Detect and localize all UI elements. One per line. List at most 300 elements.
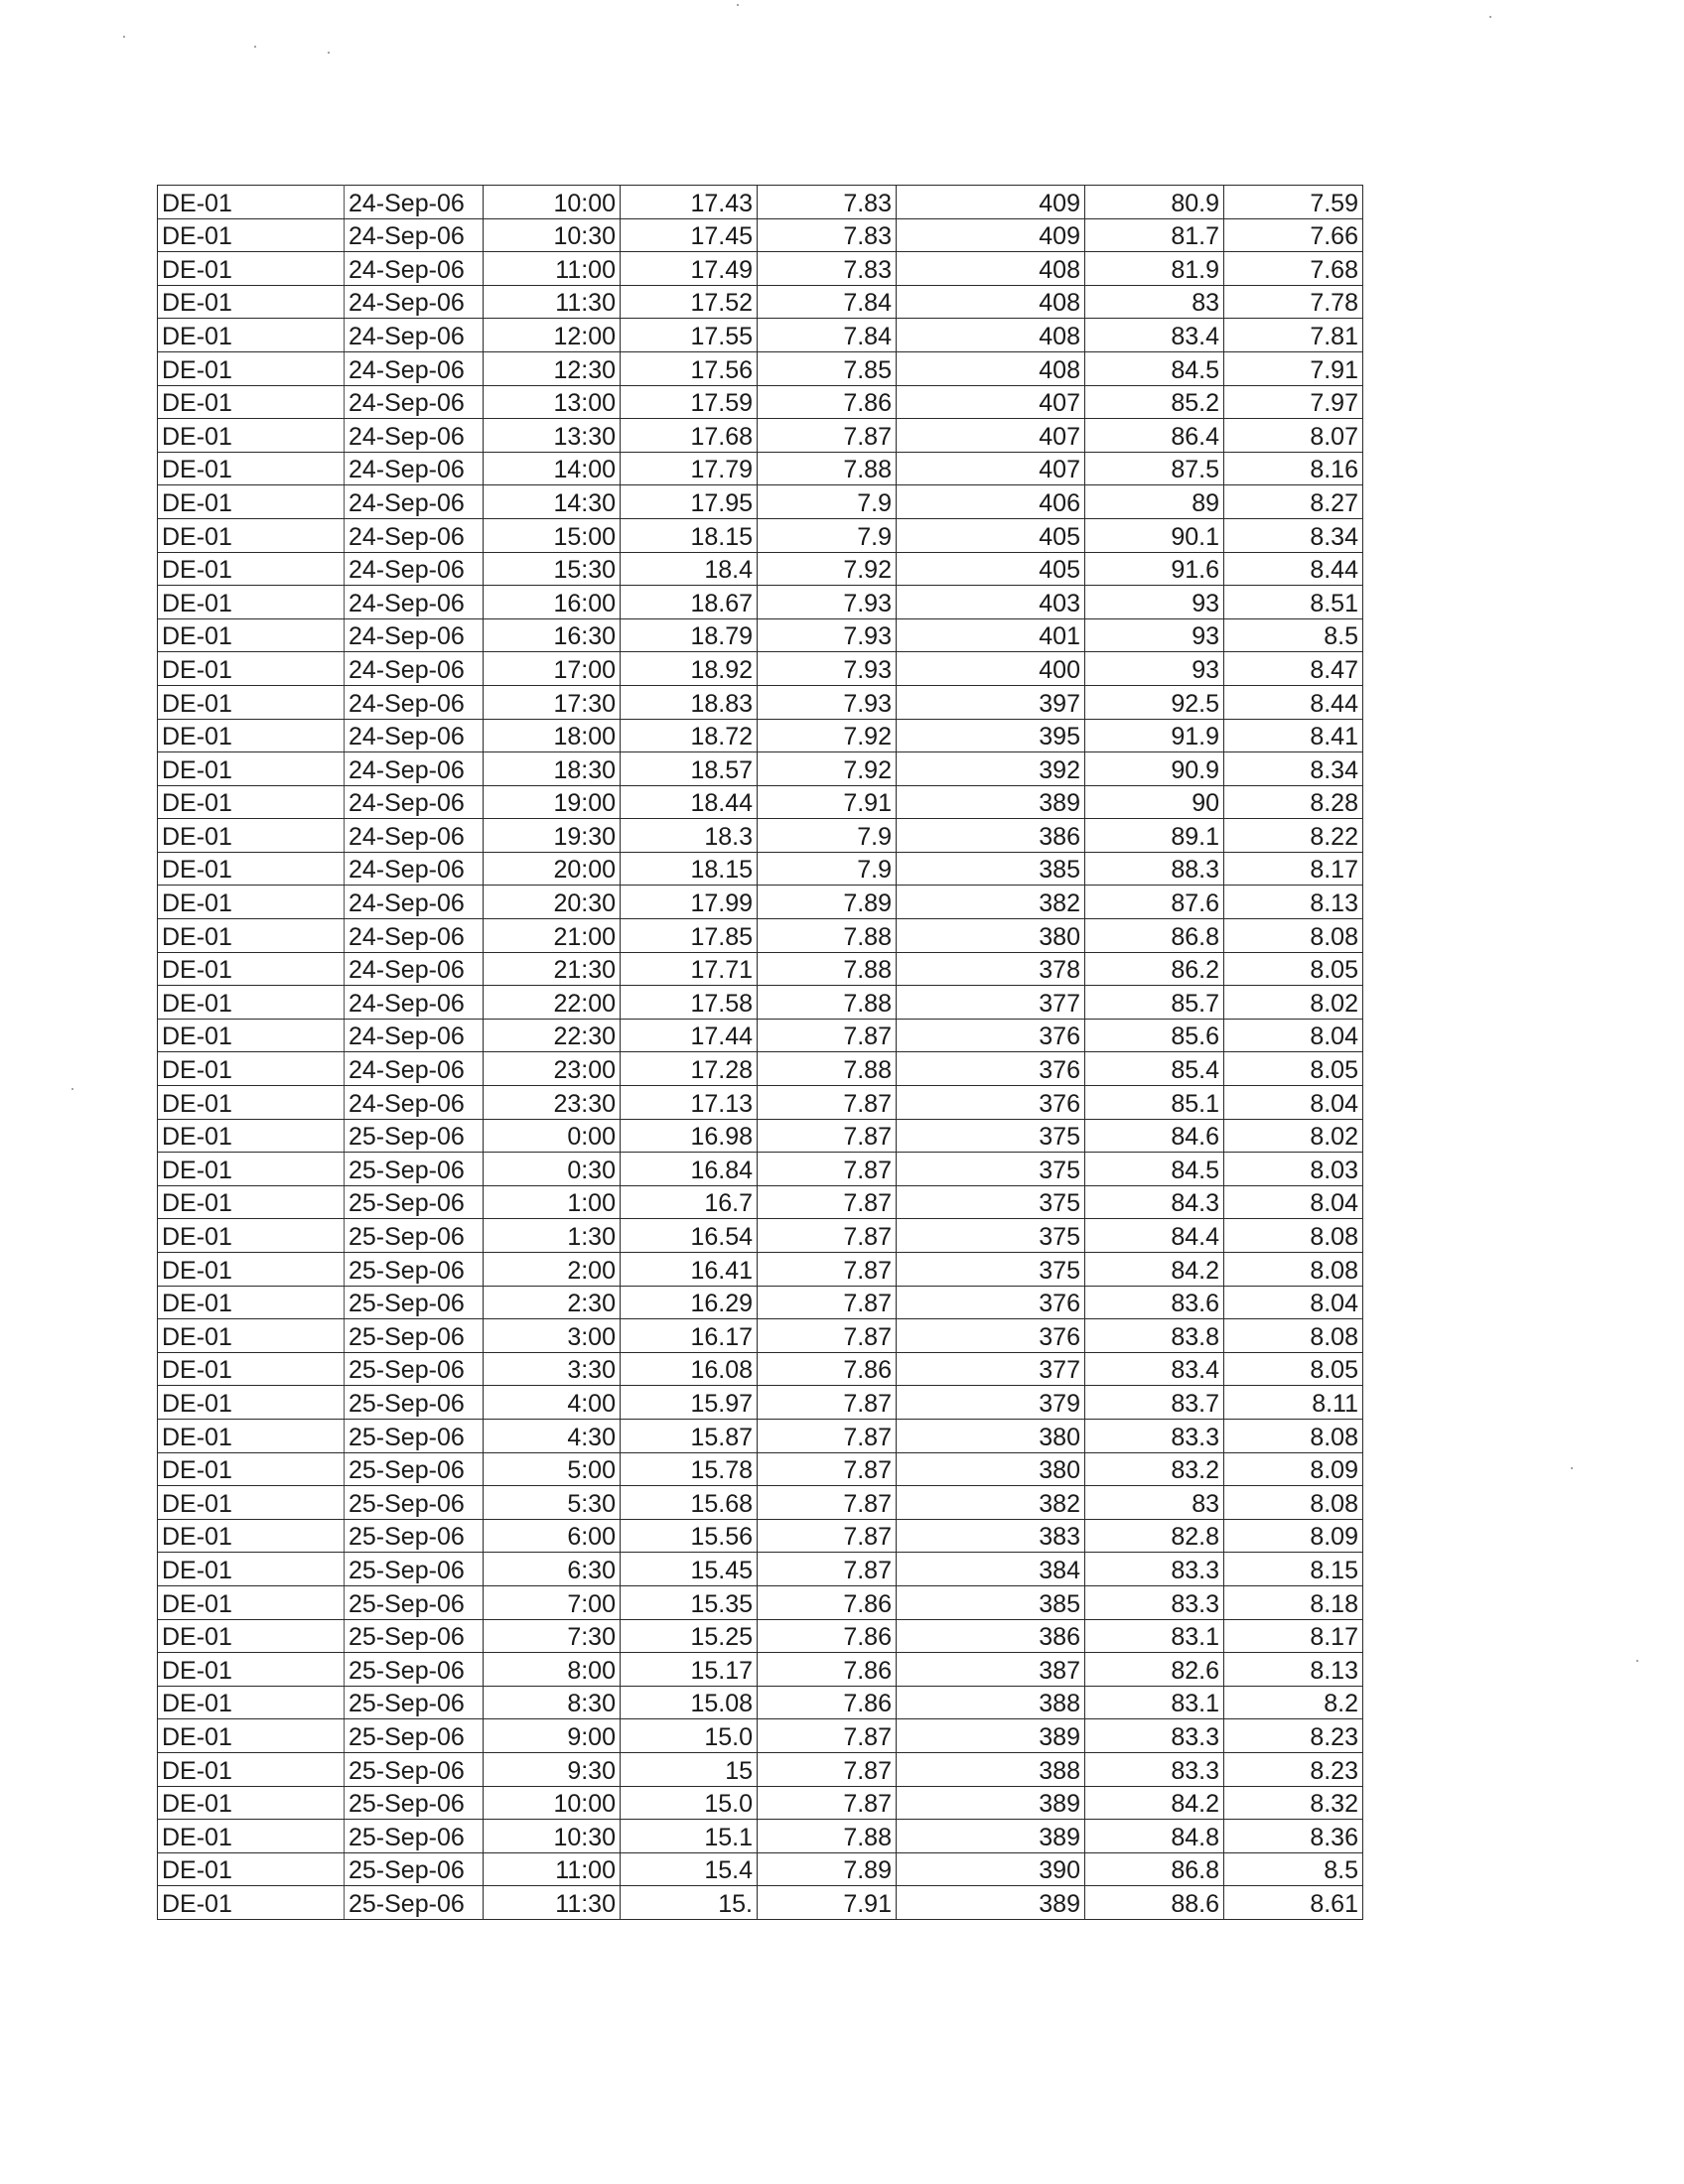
value1-cell: 16.41 <box>621 1253 758 1287</box>
value4-cell: 85.7 <box>1085 986 1224 1020</box>
date-cell: 24-Sep-06 <box>345 1052 484 1086</box>
value2-cell: 7.86 <box>758 1653 897 1687</box>
site-cell: DE-01 <box>158 1319 345 1353</box>
time-cell: 14:30 <box>484 485 621 519</box>
value1-cell: 16.98 <box>621 1119 758 1153</box>
value5-cell: 8.02 <box>1224 986 1363 1020</box>
table-row <box>158 586 1363 619</box>
site-cell: DE-01 <box>158 452 345 485</box>
time-cell: 12:00 <box>484 319 621 352</box>
value3-cell: 383 <box>897 1519 1085 1553</box>
value2-cell: 7.85 <box>758 351 897 385</box>
scan-speck <box>328 52 330 54</box>
value5-cell: 8.16 <box>1224 452 1363 485</box>
date-cell: 24-Sep-06 <box>345 919 484 953</box>
date-cell: 24-Sep-06 <box>345 385 484 419</box>
value4-cell: 80.9 <box>1085 186 1224 219</box>
value1-cell: 17.79 <box>621 452 758 485</box>
value2-cell: 7.87 <box>758 1452 897 1486</box>
value2-cell: 7.86 <box>758 385 897 419</box>
table-row <box>158 1052 1363 1086</box>
scan-speck <box>1636 1660 1638 1662</box>
table-row <box>158 919 1363 953</box>
date-cell: 25-Sep-06 <box>345 1719 484 1753</box>
value3-cell: 386 <box>897 819 1085 853</box>
value4-cell: 84.3 <box>1085 1185 1224 1219</box>
value2-cell: 7.93 <box>758 618 897 652</box>
site-cell: DE-01 <box>158 351 345 385</box>
value2-cell: 7.87 <box>758 1219 897 1253</box>
time-cell: 1:00 <box>484 1185 621 1219</box>
table-row <box>158 1886 1363 1920</box>
value4-cell: 86.8 <box>1085 919 1224 953</box>
value4-cell: 86.2 <box>1085 952 1224 986</box>
value4-cell: 87.5 <box>1085 452 1224 485</box>
time-cell: 23:00 <box>484 1052 621 1086</box>
value3-cell: 376 <box>897 1286 1085 1319</box>
value1-cell: 18.67 <box>621 586 758 619</box>
site-cell: DE-01 <box>158 1585 345 1619</box>
value2-cell: 7.87 <box>758 419 897 453</box>
date-cell: 25-Sep-06 <box>345 1219 484 1253</box>
site-cell: DE-01 <box>158 518 345 552</box>
site-cell: DE-01 <box>158 1719 345 1753</box>
value5-cell: 8.02 <box>1224 1119 1363 1153</box>
date-cell: 25-Sep-06 <box>345 1253 484 1287</box>
time-cell: 17:30 <box>484 685 621 719</box>
date-cell: 24-Sep-06 <box>345 652 484 686</box>
value3-cell: 388 <box>897 1686 1085 1719</box>
value4-cell: 83.1 <box>1085 1619 1224 1653</box>
date-cell: 25-Sep-06 <box>345 1386 484 1420</box>
value4-cell: 92.5 <box>1085 685 1224 719</box>
value2-cell: 7.92 <box>758 552 897 586</box>
value4-cell: 89 <box>1085 485 1224 519</box>
scan-speck <box>1571 1467 1573 1469</box>
value1-cell: 16.7 <box>621 1185 758 1219</box>
value1-cell: 15.0 <box>621 1786 758 1820</box>
value1-cell: 15.68 <box>621 1486 758 1520</box>
site-cell: DE-01 <box>158 1486 345 1520</box>
time-cell: 21:00 <box>484 919 621 953</box>
date-cell: 24-Sep-06 <box>345 419 484 453</box>
date-cell: 25-Sep-06 <box>345 1886 484 1920</box>
value3-cell: 375 <box>897 1219 1085 1253</box>
value5-cell: 8.13 <box>1224 886 1363 919</box>
site-cell: DE-01 <box>158 485 345 519</box>
site-cell: DE-01 <box>158 1686 345 1719</box>
value3-cell: 395 <box>897 719 1085 752</box>
table-row <box>158 1086 1363 1120</box>
date-cell: 25-Sep-06 <box>345 1852 484 1886</box>
site-cell: DE-01 <box>158 1752 345 1786</box>
value2-cell: 7.88 <box>758 1052 897 1086</box>
value1-cell: 15.97 <box>621 1386 758 1420</box>
value5-cell: 8.44 <box>1224 552 1363 586</box>
value4-cell: 81.7 <box>1085 218 1224 252</box>
date-cell: 24-Sep-06 <box>345 952 484 986</box>
value3-cell: 376 <box>897 1019 1085 1052</box>
time-cell: 20:00 <box>484 852 621 886</box>
value1-cell: 15.0 <box>621 1719 758 1753</box>
site-cell: DE-01 <box>158 919 345 953</box>
value5-cell: 8.07 <box>1224 419 1363 453</box>
value5-cell: 7.91 <box>1224 351 1363 385</box>
value1-cell: 17.71 <box>621 952 758 986</box>
site-cell: DE-01 <box>158 1253 345 1287</box>
date-cell: 25-Sep-06 <box>345 1319 484 1353</box>
value5-cell: 8.13 <box>1224 1653 1363 1687</box>
value5-cell: 8.05 <box>1224 1052 1363 1086</box>
value3-cell: 382 <box>897 886 1085 919</box>
time-cell: 22:30 <box>484 1019 621 1052</box>
value4-cell: 90.9 <box>1085 752 1224 786</box>
value3-cell: 379 <box>897 1386 1085 1420</box>
date-cell: 25-Sep-06 <box>345 1820 484 1853</box>
table-row <box>158 1286 1363 1319</box>
value4-cell: 87.6 <box>1085 886 1224 919</box>
value1-cell: 18.44 <box>621 785 758 819</box>
value4-cell: 84.2 <box>1085 1253 1224 1287</box>
value2-cell: 7.83 <box>758 252 897 286</box>
table-row <box>158 285 1363 319</box>
value4-cell: 89.1 <box>1085 819 1224 853</box>
table-row <box>158 952 1363 986</box>
value4-cell: 88.6 <box>1085 1886 1224 1920</box>
value2-cell: 7.87 <box>758 1185 897 1219</box>
time-cell: 16:00 <box>484 586 621 619</box>
date-cell: 25-Sep-06 <box>345 1786 484 1820</box>
time-cell: 8:00 <box>484 1653 621 1687</box>
table-row <box>158 1386 1363 1420</box>
date-cell: 25-Sep-06 <box>345 1185 484 1219</box>
site-cell: DE-01 <box>158 285 345 319</box>
value3-cell: 387 <box>897 1653 1085 1687</box>
value1-cell: 15.08 <box>621 1686 758 1719</box>
site-cell: DE-01 <box>158 1653 345 1687</box>
site-cell: DE-01 <box>158 685 345 719</box>
value5-cell: 8.08 <box>1224 1419 1363 1452</box>
value3-cell: 392 <box>897 752 1085 786</box>
site-cell: DE-01 <box>158 752 345 786</box>
value2-cell: 7.9 <box>758 819 897 853</box>
value1-cell: 17.95 <box>621 485 758 519</box>
value4-cell: 85.1 <box>1085 1086 1224 1120</box>
time-cell: 3:00 <box>484 1319 621 1353</box>
value3-cell: 388 <box>897 1752 1085 1786</box>
table-row <box>158 986 1363 1020</box>
date-cell: 24-Sep-06 <box>345 886 484 919</box>
date-cell: 25-Sep-06 <box>345 1653 484 1687</box>
table-row <box>158 1319 1363 1353</box>
date-cell: 24-Sep-06 <box>345 552 484 586</box>
date-cell: 24-Sep-06 <box>345 719 484 752</box>
value3-cell: 389 <box>897 1719 1085 1753</box>
value4-cell: 90 <box>1085 785 1224 819</box>
date-cell: 25-Sep-06 <box>345 1452 484 1486</box>
value3-cell: 390 <box>897 1852 1085 1886</box>
value2-cell: 7.9 <box>758 518 897 552</box>
table-row <box>158 1719 1363 1753</box>
value4-cell: 91.6 <box>1085 552 1224 586</box>
data-table <box>157 185 1363 1920</box>
value2-cell: 7.92 <box>758 752 897 786</box>
site-cell: DE-01 <box>158 719 345 752</box>
value5-cell: 8.17 <box>1224 852 1363 886</box>
site-cell: DE-01 <box>158 1820 345 1853</box>
site-cell: DE-01 <box>158 1852 345 1886</box>
value3-cell: 389 <box>897 1820 1085 1853</box>
table-row <box>158 1219 1363 1253</box>
table-row <box>158 1820 1363 1853</box>
table-row <box>158 1686 1363 1719</box>
value4-cell: 83.2 <box>1085 1452 1224 1486</box>
value4-cell: 83.3 <box>1085 1553 1224 1586</box>
value1-cell: 18.83 <box>621 685 758 719</box>
time-cell: 13:30 <box>484 419 621 453</box>
value2-cell: 7.91 <box>758 1886 897 1920</box>
value5-cell: 7.66 <box>1224 218 1363 252</box>
value3-cell: 400 <box>897 652 1085 686</box>
time-cell: 4:30 <box>484 1419 621 1452</box>
time-cell: 15:00 <box>484 518 621 552</box>
value4-cell: 84.5 <box>1085 351 1224 385</box>
value5-cell: 8.36 <box>1224 1820 1363 1853</box>
value4-cell: 83.8 <box>1085 1319 1224 1353</box>
value3-cell: 389 <box>897 1886 1085 1920</box>
value5-cell: 8.08 <box>1224 1219 1363 1253</box>
value2-cell: 7.93 <box>758 652 897 686</box>
date-cell: 24-Sep-06 <box>345 186 484 219</box>
table-row <box>158 1185 1363 1219</box>
time-cell: 3:30 <box>484 1352 621 1386</box>
date-cell: 25-Sep-06 <box>345 1553 484 1586</box>
time-cell: 10:00 <box>484 186 621 219</box>
date-cell: 25-Sep-06 <box>345 1419 484 1452</box>
value5-cell: 8.34 <box>1224 752 1363 786</box>
value5-cell: 8.34 <box>1224 518 1363 552</box>
value3-cell: 385 <box>897 1585 1085 1619</box>
site-cell: DE-01 <box>158 1052 345 1086</box>
value4-cell: 91.9 <box>1085 719 1224 752</box>
value5-cell: 8.41 <box>1224 719 1363 752</box>
table-row <box>158 618 1363 652</box>
value3-cell: 384 <box>897 1553 1085 1586</box>
value1-cell: 17.28 <box>621 1052 758 1086</box>
site-cell: DE-01 <box>158 1185 345 1219</box>
value4-cell: 82.8 <box>1085 1519 1224 1553</box>
value1-cell: 15.25 <box>621 1619 758 1653</box>
value4-cell: 83.1 <box>1085 1686 1224 1719</box>
value5-cell: 8.03 <box>1224 1153 1363 1186</box>
table-row <box>158 1585 1363 1619</box>
site-cell: DE-01 <box>158 552 345 586</box>
date-cell: 25-Sep-06 <box>345 1752 484 1786</box>
value2-cell: 7.88 <box>758 986 897 1020</box>
time-cell: 6:00 <box>484 1519 621 1553</box>
time-cell: 7:30 <box>484 1619 621 1653</box>
time-cell: 23:30 <box>484 1086 621 1120</box>
value3-cell: 401 <box>897 618 1085 652</box>
value5-cell: 7.78 <box>1224 285 1363 319</box>
value3-cell: 376 <box>897 1086 1085 1120</box>
value5-cell: 7.97 <box>1224 385 1363 419</box>
value1-cell: 17.52 <box>621 285 758 319</box>
value2-cell: 7.88 <box>758 919 897 953</box>
value4-cell: 85.4 <box>1085 1052 1224 1086</box>
time-cell: 10:30 <box>484 218 621 252</box>
site-cell: DE-01 <box>158 385 345 419</box>
value2-cell: 7.87 <box>758 1153 897 1186</box>
value1-cell: 17.59 <box>621 385 758 419</box>
site-cell: DE-01 <box>158 1886 345 1920</box>
value2-cell: 7.87 <box>758 1119 897 1153</box>
value5-cell: 8.05 <box>1224 952 1363 986</box>
value3-cell: 405 <box>897 552 1085 586</box>
value4-cell: 85.6 <box>1085 1019 1224 1052</box>
value2-cell: 7.87 <box>758 1553 897 1586</box>
value5-cell: 8.04 <box>1224 1185 1363 1219</box>
date-cell: 24-Sep-06 <box>345 986 484 1020</box>
value3-cell: 397 <box>897 685 1085 719</box>
value3-cell: 407 <box>897 419 1085 453</box>
table-row <box>158 719 1363 752</box>
value3-cell: 385 <box>897 852 1085 886</box>
time-cell: 0:00 <box>484 1119 621 1153</box>
table-body <box>158 186 1363 1920</box>
value2-cell: 7.86 <box>758 1619 897 1653</box>
site-cell: DE-01 <box>158 1452 345 1486</box>
value1-cell: 16.84 <box>621 1153 758 1186</box>
value2-cell: 7.92 <box>758 719 897 752</box>
value5-cell: 8.08 <box>1224 1486 1363 1520</box>
value2-cell: 7.9 <box>758 485 897 519</box>
value4-cell: 83.4 <box>1085 319 1224 352</box>
value5-cell: 8.08 <box>1224 1253 1363 1287</box>
value5-cell: 8.5 <box>1224 1852 1363 1886</box>
value2-cell: 7.88 <box>758 952 897 986</box>
value3-cell: 380 <box>897 919 1085 953</box>
value1-cell: 15.1 <box>621 1820 758 1853</box>
value4-cell: 82.6 <box>1085 1653 1224 1687</box>
value5-cell: 8.04 <box>1224 1286 1363 1319</box>
value4-cell: 81.9 <box>1085 252 1224 286</box>
value3-cell: 403 <box>897 586 1085 619</box>
value2-cell: 7.91 <box>758 785 897 819</box>
time-cell: 9:00 <box>484 1719 621 1753</box>
time-cell: 2:00 <box>484 1253 621 1287</box>
date-cell: 25-Sep-06 <box>345 1686 484 1719</box>
value1-cell: 17.43 <box>621 186 758 219</box>
table-row <box>158 385 1363 419</box>
time-cell: 8:30 <box>484 1686 621 1719</box>
value1-cell: 18.57 <box>621 752 758 786</box>
value5-cell: 8.28 <box>1224 785 1363 819</box>
site-cell: DE-01 <box>158 785 345 819</box>
value5-cell: 8.18 <box>1224 1585 1363 1619</box>
site-cell: DE-01 <box>158 1219 345 1253</box>
date-cell: 24-Sep-06 <box>345 852 484 886</box>
time-cell: 13:00 <box>484 385 621 419</box>
date-cell: 24-Sep-06 <box>345 485 484 519</box>
time-cell: 1:30 <box>484 1219 621 1253</box>
value1-cell: 17.55 <box>621 319 758 352</box>
table-row <box>158 1019 1363 1052</box>
value3-cell: 389 <box>897 1786 1085 1820</box>
site-cell: DE-01 <box>158 1086 345 1120</box>
value4-cell: 83.3 <box>1085 1752 1224 1786</box>
table-row <box>158 252 1363 286</box>
value3-cell: 408 <box>897 285 1085 319</box>
scan-speck <box>1489 16 1491 18</box>
value2-cell: 7.89 <box>758 1852 897 1886</box>
site-cell: DE-01 <box>158 1019 345 1052</box>
table-row <box>158 351 1363 385</box>
time-cell: 5:00 <box>484 1452 621 1486</box>
site-cell: DE-01 <box>158 1553 345 1586</box>
value3-cell: 407 <box>897 452 1085 485</box>
table-row <box>158 886 1363 919</box>
value3-cell: 376 <box>897 1052 1085 1086</box>
table-row <box>158 1119 1363 1153</box>
value1-cell: 15.17 <box>621 1653 758 1687</box>
value4-cell: 90.1 <box>1085 518 1224 552</box>
table-row <box>158 1752 1363 1786</box>
site-cell: DE-01 <box>158 952 345 986</box>
time-cell: 22:00 <box>484 986 621 1020</box>
time-cell: 5:30 <box>484 1486 621 1520</box>
date-cell: 25-Sep-06 <box>345 1153 484 1186</box>
table-row <box>158 419 1363 453</box>
value1-cell: 18.72 <box>621 719 758 752</box>
value1-cell: 17.49 <box>621 252 758 286</box>
value1-cell: 18.15 <box>621 518 758 552</box>
value3-cell: 375 <box>897 1185 1085 1219</box>
value3-cell: 408 <box>897 351 1085 385</box>
time-cell: 7:00 <box>484 1585 621 1619</box>
site-cell: DE-01 <box>158 1619 345 1653</box>
value3-cell: 406 <box>897 485 1085 519</box>
date-cell: 24-Sep-06 <box>345 685 484 719</box>
date-cell: 24-Sep-06 <box>345 252 484 286</box>
value1-cell: 18.3 <box>621 819 758 853</box>
value3-cell: 377 <box>897 986 1085 1020</box>
date-cell: 24-Sep-06 <box>345 752 484 786</box>
date-cell: 24-Sep-06 <box>345 319 484 352</box>
value1-cell: 17.56 <box>621 351 758 385</box>
site-cell: DE-01 <box>158 252 345 286</box>
value2-cell: 7.87 <box>758 1386 897 1420</box>
site-cell: DE-01 <box>158 1519 345 1553</box>
value1-cell: 15.45 <box>621 1553 758 1586</box>
value1-cell: 17.58 <box>621 986 758 1020</box>
value4-cell: 83 <box>1085 1486 1224 1520</box>
site-cell: DE-01 <box>158 652 345 686</box>
value5-cell: 8.2 <box>1224 1686 1363 1719</box>
site-cell: DE-01 <box>158 1386 345 1420</box>
value3-cell: 380 <box>897 1452 1085 1486</box>
time-cell: 11:30 <box>484 1886 621 1920</box>
value3-cell: 408 <box>897 319 1085 352</box>
value5-cell: 8.61 <box>1224 1886 1363 1920</box>
date-cell: 25-Sep-06 <box>345 1286 484 1319</box>
value5-cell: 8.27 <box>1224 485 1363 519</box>
value3-cell: 386 <box>897 1619 1085 1653</box>
time-cell: 0:30 <box>484 1153 621 1186</box>
value2-cell: 7.84 <box>758 319 897 352</box>
value2-cell: 7.9 <box>758 852 897 886</box>
value1-cell: 18.79 <box>621 618 758 652</box>
